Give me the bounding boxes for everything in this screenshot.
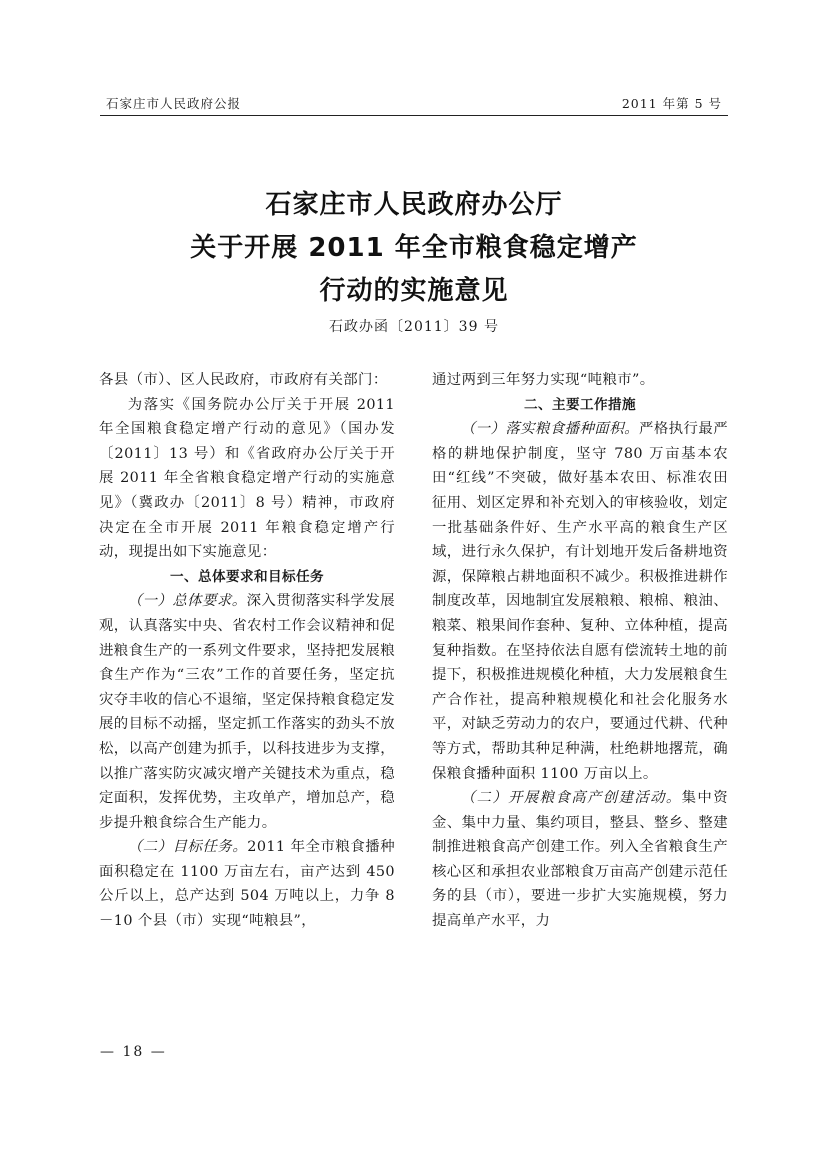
right-column xyxy=(432,368,728,934)
paragraph-label: （一）总体要求。 xyxy=(127,593,247,610)
continuation-text: 通过两到三年努力实现“吨粮市”。 xyxy=(432,372,655,388)
running-header xyxy=(100,94,728,116)
paragraph-planting-area xyxy=(432,417,728,786)
paragraph-label: （二）目标任务。 xyxy=(127,839,248,856)
salutation: 各县（市）、区人民政府，市政府有关部门： xyxy=(99,372,388,388)
header-divider xyxy=(100,115,728,116)
document-title xyxy=(100,184,728,313)
paragraph-targets xyxy=(99,835,395,933)
title-line-3: 行动的实施意见 xyxy=(319,276,509,306)
publication-name: 石家庄市人民政府公报 xyxy=(106,96,242,111)
paragraph-text: 严格执行最严格的耕地保护制度，坚守 780 万亩基本农田“红线”不突破，做好基本农田、标准农田征用、划区定界和补充划入的审核验收，划定一批基础条件好、生产水平高的粮食生产区域，进行永久保护，有计划地开发后备耕地资源，保障粮占耕地面积不减少。积极推进耕作制度改革，因地制宜发展粮粮、粮棉、粮油、粮菜、粮果间作套种、复种、立体种植，提高复种指数。在坚持依法自愿有偿流转土地的前提下，积极推进规模化种植，大力发展粮食生产合作社，提高种粮规模化和社会化服务水平，对缺乏劳动力的农户，要通过代耕、代种等方式，帮助其种足种满，杜绝耕地撂荒，确保粮食播种面积 1100 万亩以上。 xyxy=(432,421,728,782)
document-number: 石政办函〔2011〕39 号 xyxy=(329,319,499,335)
section-heading-2: 二、主要工作措施 xyxy=(524,396,636,413)
title-line-2: 关于开展 2011 年全市粮食稳定增产 xyxy=(190,233,638,263)
paragraph-general-requirements xyxy=(99,589,395,835)
section-heading-1: 一、总体要求和目标任务 xyxy=(170,568,324,585)
paragraph-high-yield xyxy=(432,786,728,934)
paragraph-text: 深入贯彻落实科学发展观，认真落实中央、省农村工作会议精神和促进粮食生产的一系列文件要求，坚持把发展粮食生产作为“三农”工作的首要任务，坚定抗灾夺丰收的信心不退缩，坚定保持粮食稳定发展的目标不动摇，坚定抓工作落实的劲头不放松，以高产创建为抓手，以科技进步为支撑，以推广落实防灾减灾增产关键技术为重点，稳定面积，发挥优势，主攻单产，增加总产，稳步提升粮食综合生产能力。 xyxy=(99,593,395,831)
intro-paragraph: 为落实《国务院办公厅关于开展 2011 年全国粮食稳定增产行动的意见》（国办发〔2011〕13 号）和《省政府办公厅关于开展 2011 年全省粮食稳定增产行动的实施意见》（冀政办〔2011〕8 号）精神，市政府决定在全市开展 2011 年粮食稳定增产行动，现提出如下实施意见： xyxy=(99,396,395,561)
paragraph-label: （一）落实粮食播种面积。 xyxy=(460,421,639,438)
title-line-1: 石家庄市人民政府办公厅 xyxy=(265,190,563,220)
paragraph-text: 2011 年全市粮食播种面积稳定在 1100 万亩左右，亩产达到 450 公斤以上，总产达到 504 万吨以上，力争 8－10 个县（市）实现“吨粮县”， xyxy=(99,839,395,930)
page-number: — 18 — xyxy=(100,1044,167,1060)
left-column xyxy=(99,368,395,934)
paragraph-text: 集中资金、集中力量、集约项目，整县、整乡、整建制推进粮食高产创建工作。列入全省粮食生产核心区和承担农业部粮食万亩高产创建示范任务的县（市），要进一步扩大实施规模，努力提高单产水平，力 xyxy=(432,790,728,930)
paragraph-label: （二）开展粮食高产创建活动。 xyxy=(460,790,682,807)
issue-number: 2011 年第 5 号 xyxy=(621,96,722,111)
